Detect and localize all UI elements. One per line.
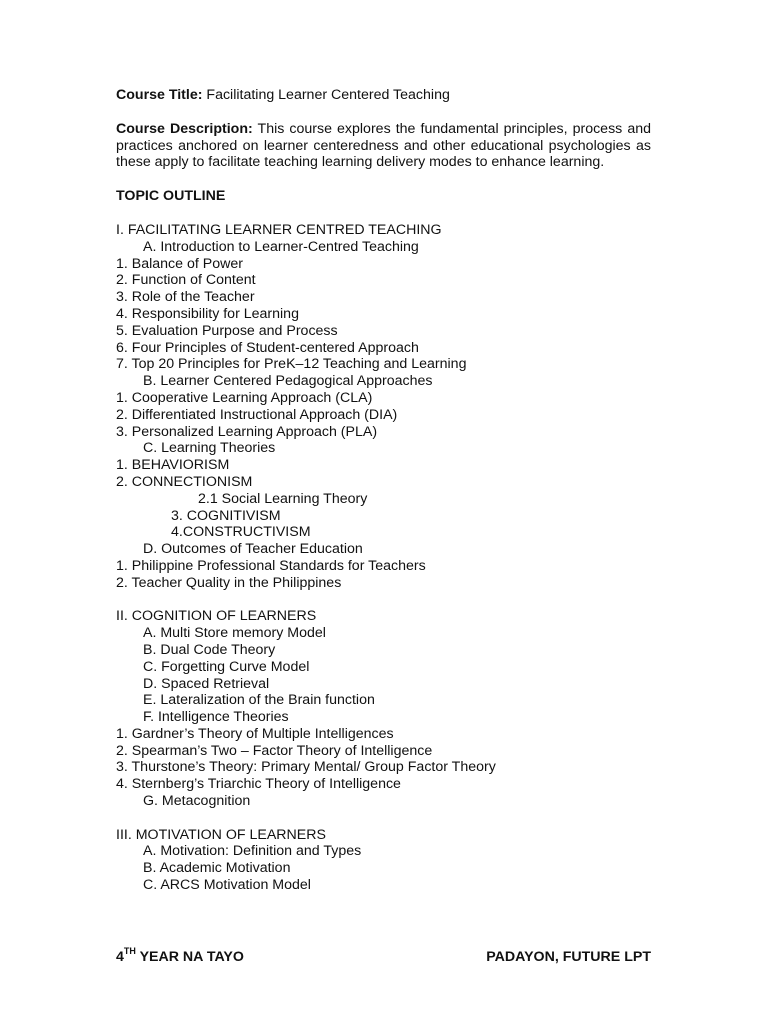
subsection-heading: F. Intelligence Theories [143, 709, 289, 726]
list-item: 1. Gardner’s Theory of Multiple Intelligences [116, 725, 394, 742]
footer-right: PADAYON, FUTURE LPT [486, 949, 651, 965]
list-item: 7. Top 20 Principles for PreK–12 Teaching and Learning [116, 356, 467, 373]
list-item: 1. Cooperative Learning Approach (CLA) [116, 389, 373, 406]
section-heading: II. COGNITION OF LEARNERS [116, 608, 317, 625]
document-page [116, 87, 651, 894]
list-item: 2. Function of Content [116, 272, 256, 289]
course-description [116, 121, 651, 171]
list-subitem: 2.1 Social Learning Theory [198, 490, 368, 507]
outline-section-1 [116, 222, 651, 592]
list-item: 2. Differentiated Instructional Approach (DIA) [116, 406, 398, 423]
list-item: 2. CONNECTIONISM [116, 473, 253, 490]
course-title-label: Course Title: [116, 87, 203, 103]
list-item: 4.CONSTRUCTIVISM [171, 524, 311, 541]
subsection-heading: A. Introduction to Learner-Centred Teaching [143, 238, 419, 255]
footer-left-superscript: TH [123, 946, 136, 956]
footer-left-text: YEAR NA TAYO [135, 949, 244, 965]
subsection-heading: C. Learning Theories [143, 440, 276, 457]
page-footer [116, 946, 651, 965]
list-item: 3. Personalized Learning Approach (PLA) [116, 423, 378, 440]
course-description-label: Course Description: [116, 120, 253, 137]
list-item: 3. COGNITIVISM [171, 507, 281, 524]
subsection-heading: A. Multi Store memory Model [143, 625, 326, 642]
section-heading: I. FACILITATING LEARNER CENTRED TEACHING [116, 221, 442, 238]
list-item: 1. BEHAVIORISM [116, 457, 230, 474]
list-item: 1. Balance of Power [116, 255, 243, 272]
list-item: 6. Four Principles of Student-centered Approach [116, 339, 419, 356]
subsection-heading: D. Spaced Retrieval [143, 675, 270, 692]
subsection-heading: D. Outcomes of Teacher Education [143, 541, 363, 558]
list-item: 4. Responsibility for Learning [116, 305, 299, 322]
list-item: 2. Teacher Quality in the Philippines [116, 574, 342, 591]
subsection-heading: C. Forgetting Curve Model [143, 658, 310, 675]
subsection-heading: B. Academic Motivation [143, 860, 291, 877]
list-item: 3. Role of the Teacher [116, 289, 255, 306]
list-item: 2. Spearman’s Two – Factor Theory of Intelligence [116, 742, 433, 759]
subsection-heading: B. Dual Code Theory [143, 641, 276, 658]
subsection-heading: B. Learner Centered Pedagogical Approaches [143, 373, 433, 390]
list-item: 5. Evaluation Purpose and Process [116, 322, 338, 339]
section-heading: III. MOTIVATION OF LEARNERS [116, 826, 326, 843]
outline-section-2 [116, 608, 651, 810]
subsection-heading: E. Lateralization of the Brain function [143, 692, 375, 709]
list-item: 3. Thurstone’s Theory: Primary Mental/ Group Factor Theory [116, 759, 496, 776]
list-item: 1. Philippine Professional Standards for Teachers [116, 557, 426, 574]
subsection-heading: C. ARCS Motivation Model [143, 877, 311, 894]
footer-left [116, 946, 244, 965]
course-description-value: This course explores the fundamental principles, process and practices anchored on learner centeredness and other educational psychologies as these apply to facilitate teaching learning delivery modes to enhance learning. [116, 120, 651, 171]
subsection-heading: A. Motivation: Definition and Types [143, 843, 362, 860]
list-item: 4. Sternberg’s Triarchic Theory of Intelligence [116, 776, 401, 793]
subsection-heading: G. Metacognition [143, 793, 251, 810]
course-title [116, 87, 651, 104]
topic-outline-heading: TOPIC OUTLINE [116, 188, 226, 205]
footer-left-number: 4 [116, 949, 124, 965]
course-title-value: Facilitating Learner Centered Teaching [202, 87, 450, 103]
outline-section-3 [116, 827, 651, 894]
